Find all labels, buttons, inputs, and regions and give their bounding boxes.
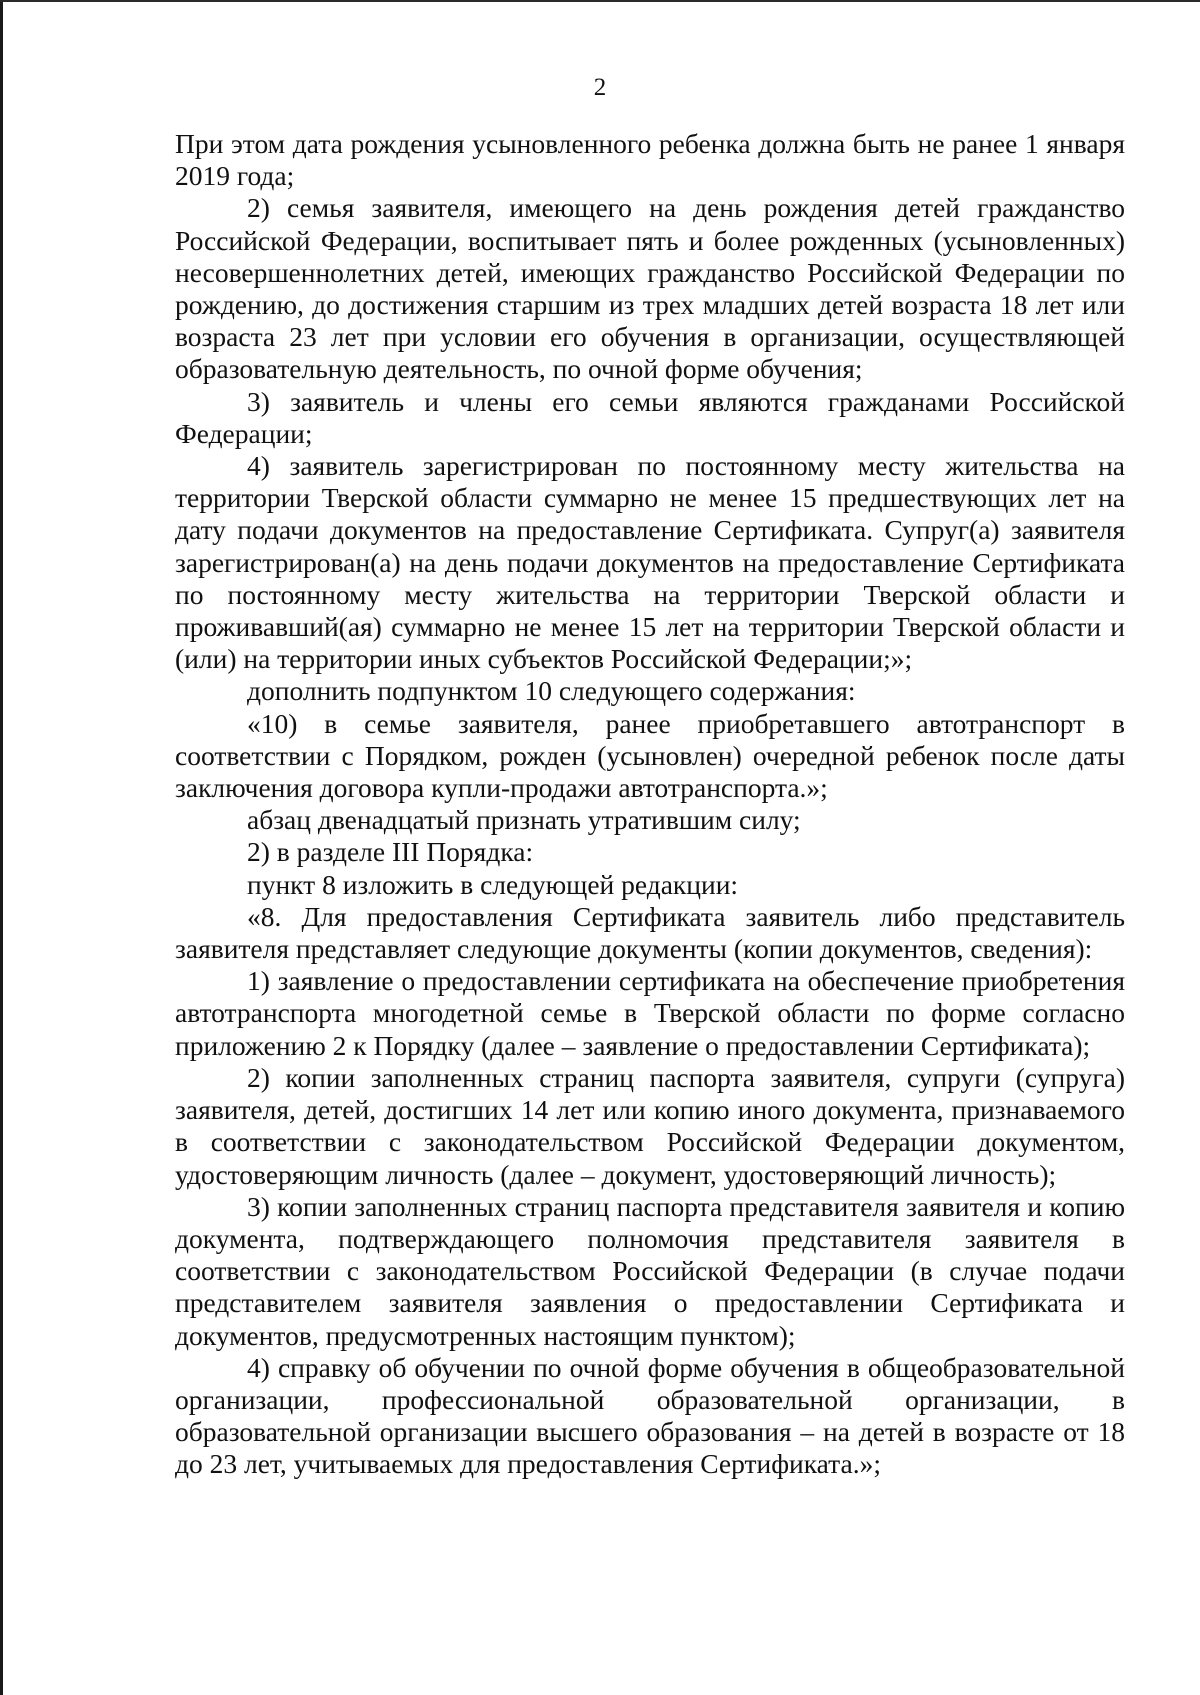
scan-edge-left bbox=[0, 0, 3, 1695]
paragraph-doc-4-education-certificate: 4) справку об обучении по очной форме обучения в общеобразовательной организации, профессиональной образовательной организации, в образовательной организации высшего образования – на детей в возрасте от 18 до 23 лет, учитываемых для предоставления Сертификата.»; bbox=[175, 1351, 1125, 1480]
paragraph-doc-3-representative: 3) копии заполненных страниц паспорта представителя заявителя и копию документа, подтверждающего полномочия представителя заявителя в соответствии с законодательством Российской Федерации (в случае подачи представителем заявителя заявления о предоставлении Сертификата и документов, предусмотренных настоящим пунктом); bbox=[175, 1190, 1125, 1351]
paragraph-doc-2-passports: 2) копии заполненных страниц паспорта заявителя, супруги (супруга) заявителя, детей, достигших 14 лет или копию иного документа, признаваемого в соответствии с законодательством Российской Федерации документом, удостоверяющим личность (далее – документ, удостоверяющий личность); bbox=[175, 1061, 1125, 1190]
paragraph-item-3-citizenship: 3) заявитель и члены его семьи являются гражданами Российской Федерации; bbox=[175, 385, 1125, 449]
paragraph-birth-date-condition: При этом дата рождения усыновленного ребенка должна быть не ранее 1 января 2019 года; bbox=[175, 128, 1125, 192]
paragraph-twelfth-void: абзац двенадцатый признать утратившим силу; bbox=[247, 804, 801, 836]
document-body bbox=[175, 128, 1125, 1481]
paragraph-subitem-10: «10) в семье заявителя, ранее приобретавшего автотранспорт в соответствии с Порядком, рожден (усыновлен) очередной ребенок после даты заключения договора купли-продажи автотранспорта.»; bbox=[175, 707, 1125, 804]
paragraph-section-3: 2) в разделе III Порядка: bbox=[247, 836, 534, 868]
paragraph-add-subitem-10: дополнить подпунктом 10 следующего содержания: bbox=[247, 675, 856, 707]
paragraph-doc-1-application: 1) заявление о предоставлении сертификата на обеспечение приобретения автотранспорта многодетной семье в Тверской области по форме согласно приложению 2 к Порядку (далее – заявление о предоставлении Сертификата); bbox=[175, 965, 1125, 1061]
scan-edge-top bbox=[0, 0, 1200, 2]
paragraph-point-8-text: «8. Для предоставления Сертификата заявитель либо представитель заявителя представляет следующие документы (копии документов, сведения): bbox=[175, 900, 1125, 965]
paragraph-item-2-family: 2) семья заявителя, имеющего на день рождения детей гражданство Российской Федерации, воспитывает пять и более рожденных (усыновленных) несовершеннолетних детей, имеющих гражданство Российской Федерации по рождению, до достижения старшим из трех младших детей возраста 18 лет или возраста 23 лет при условии его обучения в организации, осуществляющей образовательную деятельность, по очной форме обучения; bbox=[175, 192, 1125, 385]
paragraph-item-4-registration: 4) заявитель зарегистрирован по постоянному месту жительства на территории Тверской области суммарно не менее 15 предшествующих лет на дату подачи документов на предоставление Сертификата. Супруг(а) заявителя зарегистрирован(а) на день подачи документов на предоставление Сертификата по постоянному месту жительства на территории Тверской области и проживавший(ая) суммарно не менее 15 лет на территории Тверской области и (или) на территории иных субъектов Российской Федерации;»; bbox=[175, 450, 1125, 675]
paragraph-point-8-edit: пункт 8 изложить в следующей редакции: bbox=[247, 868, 739, 900]
page-number: 2 bbox=[593, 74, 607, 101]
